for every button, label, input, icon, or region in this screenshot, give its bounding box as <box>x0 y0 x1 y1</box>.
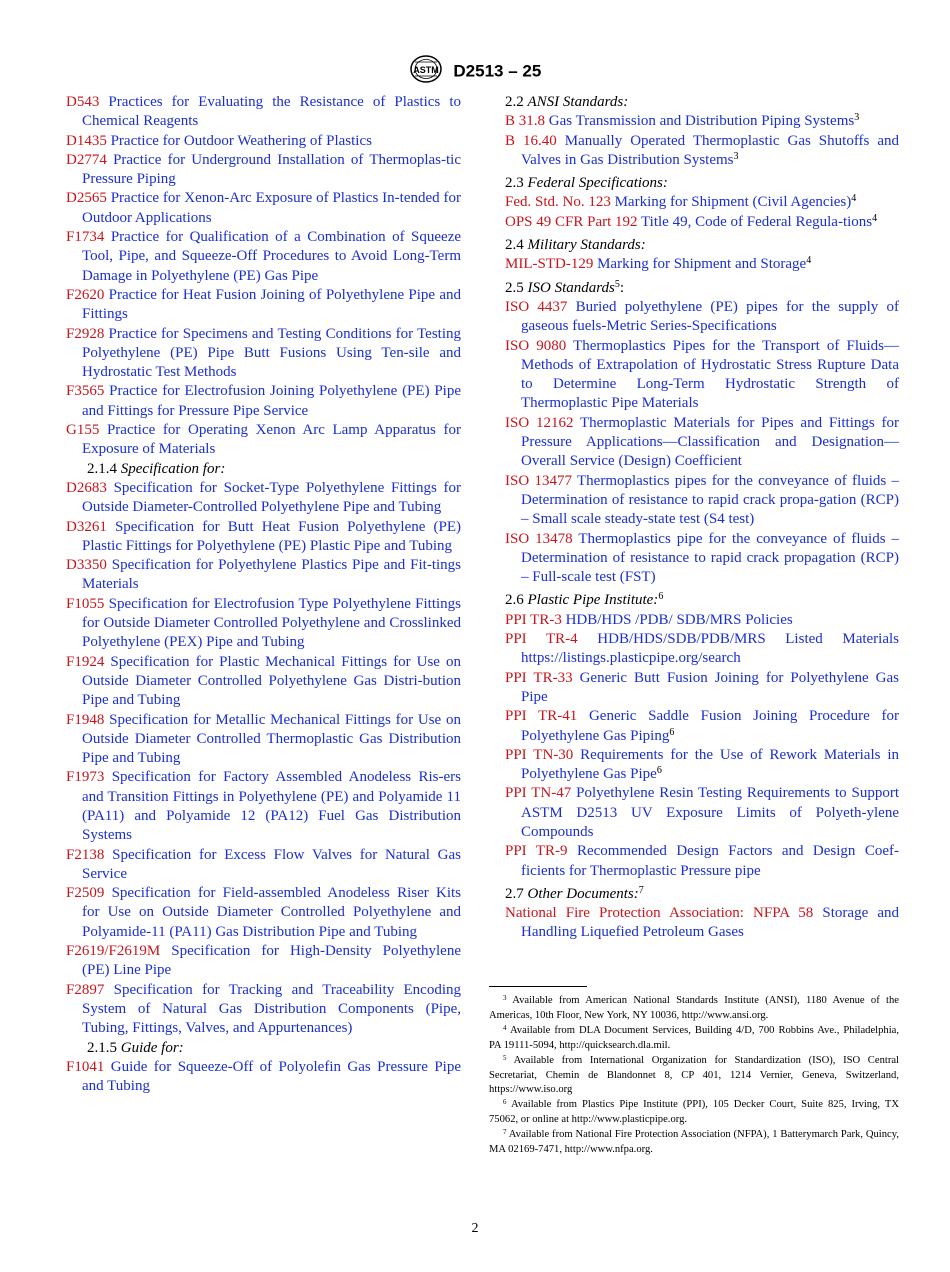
reference-code-link[interactable]: D2774 <box>66 151 107 168</box>
reference-title-link[interactable]: Thermoplastics pipe for the conveyance of fluids – Determination of resistance to rapid crack propagation (RCP) – Full-scale test (FST) <box>521 530 900 586</box>
reference-entry <box>66 132 461 151</box>
section-heading-other: 2.7 Other Documents:$^7$ <box>505 884 644 902</box>
reference-code-link[interactable]: PPI TN-30 <box>505 746 574 763</box>
reference-title-link[interactable]: Manually Operated Thermoplastic Gas Shutoffs and Valves in Gas Distribution Systems <box>521 132 900 168</box>
reference-entry <box>505 255 899 274</box>
reference-code-link[interactable]: F2620 <box>66 286 105 303</box>
reference-entry <box>66 884 461 942</box>
reference-title-link[interactable]: Marking for Shipment (Civil Agencies) <box>614 194 852 211</box>
reference-title-link[interactable]: Specification for Tracking and Traceability Encoding System of Natural Gas Distribution Components (Pipe, Tubing, Fittings, Valves, and Appurtenances) <box>82 981 461 1037</box>
reference-code-link[interactable]: F1041 <box>66 1058 105 1075</box>
reference-code-link[interactable]: F1948 <box>66 711 105 728</box>
reference-code-link[interactable]: B 16.40 <box>505 132 557 149</box>
reference-code-link[interactable]: B 31.8 <box>505 113 546 130</box>
reference-code-link[interactable]: D2565 <box>66 190 107 207</box>
reference-entry <box>505 213 899 232</box>
page-header <box>0 54 950 89</box>
reference-title-link[interactable]: Thermoplastic Materials for Pipes and Fittings for Pressure Applications—Classification and Designation—Overall Service (Design) Coefficient <box>521 414 900 470</box>
reference-title-link[interactable]: Practice for Operating Xenon Arc Lamp Apparatus for Exposure of Materials <box>82 422 462 458</box>
reference-title-link[interactable]: Thermoplastics pipes for the conveyance of fluids – Determination of resistance to rapid crack propa-gation (RCP) – Small scale steady-state test (S4 test) <box>521 472 899 528</box>
reference-title-link[interactable]: Guide for Squeeze-Off of Polyolefin Gas Pressure Pipe and Tubing <box>82 1058 462 1095</box>
reference-list-ansi <box>505 112 899 170</box>
reference-entry <box>505 611 899 630</box>
reference-title-link[interactable]: Practice for Electrofusion Joining Polyethylene (PE) Pipe and Fittings for Pressure Pipe Service <box>82 383 461 419</box>
reference-code-link[interactable]: F1924 <box>66 653 105 670</box>
footnote-ref: 6 <box>656 765 662 777</box>
footnote <box>489 1054 899 1099</box>
footnote-text: Available from International Organization for Standardization (ISO), ISO Central Secretariat, Chemin de Blandonnet 8, CP 401, 1214 Vernier, Geneva, Switzerland, https://www.iso.org <box>489 1054 899 1096</box>
reference-code-link[interactable]: F2928 <box>66 325 105 342</box>
reference-code-link[interactable]: F2138 <box>66 846 105 863</box>
reference-entry <box>66 1058 461 1097</box>
reference-entry <box>66 846 461 885</box>
footnote-number: 4 <box>503 1023 507 1032</box>
footnote <box>489 994 899 1024</box>
reference-code-link[interactable]: D3350 <box>66 557 107 574</box>
reference-code-link[interactable]: OPS 49 CFR Part 192 <box>505 213 638 230</box>
reference-list-military <box>505 255 899 274</box>
reference-title-link[interactable]: Specification for Polyethylene Plastics Pipe and Fit-tings Materials <box>82 557 462 593</box>
reference-code-link[interactable]: ISO 9080 <box>505 337 567 354</box>
reference-entry <box>505 904 899 943</box>
reference-code-link[interactable]: PPI TR-41 <box>505 708 578 725</box>
reference-title-link[interactable]: Gas Transmission and Distribution Piping Systems <box>548 113 855 130</box>
reference-title-link[interactable]: Practice for Underground Installation of Thermoplas-tic Pressure Piping <box>82 151 461 188</box>
reference-entry <box>66 286 461 325</box>
reference-code-link[interactable]: ISO 4437 <box>505 298 568 315</box>
section-heading-ppi: 2.6 Plastic Pipe Institute:$^6$ <box>505 591 664 609</box>
astm-logo-icon <box>409 54 443 89</box>
reference-title-link[interactable]: Practice for Xenon-Arc Exposure of Plastics In-tended for Outdoor Applications <box>82 190 461 226</box>
footnote-ref: 3 <box>733 150 739 162</box>
reference-title-link[interactable]: Specification for Socket-Type Polyethylene Fittings for Outside Diameter-Controlled Polyethylene Pipe and Tubing <box>82 479 461 516</box>
reference-entry <box>505 193 899 212</box>
subsection-heading: 2.1.4 Specification for: <box>87 460 226 477</box>
section-heading-military: 2.4 Military Standards: <box>505 237 646 254</box>
reference-code-link[interactable]: F2509 <box>66 885 105 902</box>
reference-entry <box>66 981 461 1039</box>
section-heading-ansi: 2.2 ANSI Standards: <box>505 94 629 110</box>
reference-code-link[interactable]: PPI TR-4 <box>505 631 578 648</box>
reference-code-link[interactable]: PPI TR-9 <box>505 843 568 860</box>
footnotes <box>489 994 899 1158</box>
reference-title-link[interactable]: Practice for Qualification of a Combination of Squeeze Tool, Pipe, and Squeeze-Off Procedures to Avoid Long-Term Damage in Polyethylene (PE) Gas Pipe <box>82 229 462 284</box>
reference-entry <box>66 653 461 711</box>
reference-entry <box>505 842 899 881</box>
reference-code-link[interactable]: G155 <box>66 422 100 439</box>
reference-entry <box>66 556 461 595</box>
reference-code-link[interactable]: National Fire Protection Association: NFPA 58 <box>505 905 814 922</box>
reference-title-link[interactable]: HDB/HDS/SDB/PDB/MRS Listed Materials https://listings.plasticpipe.org/search <box>521 631 900 667</box>
footnote-number: 3 <box>503 994 507 1002</box>
reference-list-specifications <box>66 479 461 1039</box>
reference-list-iso <box>505 298 899 587</box>
reference-title-link[interactable]: Requirements for the Use of Rework Materials in Polyethylene Gas Pipe <box>521 746 899 783</box>
reference-title-link[interactable]: Practice for Outdoor Weathering of Plastics <box>110 132 372 149</box>
footnote-divider <box>489 986 587 987</box>
reference-entry <box>505 337 899 414</box>
reference-title-link[interactable]: Recommended Design Factors and Design Coef-ficients for Thermoplastic Pressure pipe <box>521 843 899 879</box>
reference-title-link[interactable]: Specification for High-Density Polyethylene (PE) Line Pipe <box>82 943 461 979</box>
reference-title-link[interactable]: Thermoplastics Pipes for the Transport of Fluids—Methods of Extrapolation of Hydrostatic Stress Rupture Data to Determine Long-Term Hydrostatic Strength of Thermoplastic Pipe Materials <box>521 337 899 412</box>
reference-title-link[interactable]: Generic Butt Fusion Joining for Polyethylene Gas Pipe <box>521 669 900 705</box>
reference-code-link[interactable]: D2683 <box>66 479 107 496</box>
reference-code-link[interactable]: F3565 <box>66 383 105 400</box>
reference-code-link[interactable]: F1055 <box>66 595 105 612</box>
section-heading-federal: 2.3 Federal Specifications: <box>505 175 668 192</box>
reference-entry <box>505 630 899 669</box>
standard-designation: D2513 – 25 <box>453 61 542 81</box>
reference-entry <box>66 382 461 421</box>
reference-code-link[interactable]: D3261 <box>66 518 107 535</box>
footnote <box>489 1128 899 1158</box>
reference-entry <box>66 595 461 653</box>
reference-entry <box>66 711 461 769</box>
reference-code-link[interactable]: ISO 13478 <box>505 530 573 547</box>
reference-entry <box>505 669 899 708</box>
reference-title-link[interactable]: HDB/HDS /PDB/ SDB/MRS Policies <box>565 611 793 628</box>
reference-entry <box>66 93 461 132</box>
reference-title-link[interactable]: Specification for Factory Assembled Anodeless Ris-ers and Transition Fittings in Polyethylene (PE) and Polyamide 11 (PA11) and Polyamide 12 (PA12) Fuel Gas Distribution Systems <box>82 769 462 844</box>
reference-entry <box>505 112 899 131</box>
reference-title-link[interactable]: Generic Saddle Fusion Joining Procedure for Polyethylene Gas Piping <box>521 708 899 744</box>
section-heading-iso: 2.5 ISO Standards$^5$: <box>505 278 625 296</box>
reference-list-ppi <box>505 611 899 881</box>
reference-code-link[interactable]: F2897 <box>66 981 105 998</box>
reference-entry <box>66 421 461 460</box>
reference-title-link[interactable]: Storage and Handling Liquefied Petroleum Gases <box>521 905 900 941</box>
footnote-text: Available from American National Standards Institute (ANSI), 1180 Avenue of the Americas, 10th Floor, New York, NY 10036, http://www.ansi.org. <box>489 995 899 1021</box>
reference-entry <box>505 746 899 785</box>
footnote-text: Available from Plastics Pipe Institute (PPI), 105 Decker Court, Suite 825, Irving, TX 75062, or online at http://www.plasticpipe.org. <box>489 1099 899 1126</box>
reference-title-link[interactable]: Specification for Metallic Mechanical Fittings for Use on Outside Diameter Controlled Thermoplastic Gas Distribution Pipe and Tubing <box>82 711 461 767</box>
reference-title-link[interactable]: Specification for Electrofusion Type Polyethylene Fittings for Outside Diameter Controlled Polyethylene and Crosslinked Polyethylene (PEX) Pipe and Tubing <box>82 595 462 651</box>
footnote-ref: 4 <box>872 212 878 224</box>
reference-entry <box>66 325 461 383</box>
reference-title-link[interactable]: Practice for Heat Fusion Joining of Polyethylene Pipe and Fittings <box>82 286 461 323</box>
reference-code-link[interactable]: F2619/F2619M <box>66 943 161 960</box>
footnote-text: Available from DLA Document Services, Building 4/D, 700 Robbins Ave., Philadelphia, PA 19111-5094, http://quicksearch.dla.mil. <box>489 1024 899 1051</box>
reference-code-link[interactable]: Fed. Std. No. 123 <box>505 194 611 211</box>
reference-code-link[interactable]: ISO 12162 <box>505 414 574 431</box>
reference-entry <box>66 189 461 228</box>
reference-entry <box>505 132 899 171</box>
reference-code-link[interactable]: PPI TN-47 <box>505 785 572 802</box>
reference-entry <box>66 228 461 286</box>
reference-entry <box>505 472 899 530</box>
reference-entry <box>66 518 461 557</box>
reference-title-link[interactable]: Specification for Butt Heat Fusion Polyethylene (PE) Plastic Fittings for Polyethylene (PE) Plastic Pipe and Tubing <box>82 518 461 554</box>
footnote-ref: 4 <box>851 193 857 205</box>
reference-code-link[interactable]: ISO 13477 <box>505 472 572 489</box>
reference-code-link[interactable]: PPI TR-3 <box>505 611 562 628</box>
reference-list-guides <box>66 1058 461 1097</box>
reference-entry <box>66 768 461 845</box>
footnote-text: Available from National Fire Protection Association (NFPA), 1 Batterymarch Park, Quincy, MA 02169-7471, http://www.nfpa.org. <box>489 1129 899 1156</box>
reference-code-link[interactable]: F1973 <box>66 769 105 786</box>
reference-entry <box>66 942 461 981</box>
reference-list-federal <box>505 193 899 232</box>
reference-entry <box>505 784 899 842</box>
left-column <box>66 93 461 1096</box>
reference-entry <box>505 414 899 472</box>
reference-code-link[interactable]: PPI TR-33 <box>505 669 573 686</box>
footnote-ref: 6 <box>669 726 675 738</box>
reference-title-link[interactable]: Buried polyethylene (PE) pipes for the supply of gaseous fuels-Metric Series-Specifications <box>521 298 900 335</box>
footnote-ref: 3 <box>854 112 860 124</box>
astm-logo-text: ASTM <box>412 65 439 75</box>
reference-entry <box>66 479 461 518</box>
reference-title-link[interactable]: Practice for Specimens and Testing Conditions for Testing Polyethylene (PE) Pipe Butt Fusions Using Ten-sile and Hydrostatic Test Methods <box>82 325 462 381</box>
reference-code-link[interactable]: MIL-STD-129 <box>505 256 594 273</box>
reference-title-link[interactable]: Practices for Evaluating the Resistance of Plastics to Chemical Reagents <box>82 94 461 130</box>
reference-code-link[interactable]: F1734 <box>66 229 105 246</box>
reference-title-link[interactable]: Title 49, Code of Federal Regula-tions <box>641 213 873 230</box>
right-column <box>505 93 899 943</box>
reference-title-link[interactable]: Marking for Shipment and Storage <box>597 256 807 273</box>
reference-entry <box>505 707 899 746</box>
reference-entry <box>505 298 899 337</box>
reference-title-link[interactable]: Specification for Plastic Mechanical Fittings for Use on Outside Diameter Controlled Polyethylene Gas Distri-bution Pipe and Tubing <box>82 653 462 709</box>
reference-entry <box>66 151 461 190</box>
footnote <box>489 1098 899 1128</box>
footnote-number: 7 <box>503 1128 507 1137</box>
reference-title-link[interactable]: Specification for Field-assembled Anodeless Riser Kits for Use on Outside Diameter Controlled Polyethylene and Polyamide-11 (PA11) Gas Distribution Pipe and Tubing <box>82 885 461 940</box>
subsection-heading: 2.1.5 Guide for: <box>87 1039 184 1056</box>
reference-list-practices <box>66 93 461 460</box>
footnote-number: 5 <box>503 1053 507 1062</box>
reference-code-link[interactable]: D543 <box>66 94 100 110</box>
footnote-number: 6 <box>503 1098 507 1107</box>
reference-title-link[interactable]: Polyethylene Resin Testing Requirements to Support ASTM D2513 UV Exposure Limits of Polyeth-ylene Compounds <box>521 785 899 840</box>
reference-title-link[interactable]: Specification for Excess Flow Valves for Natural Gas Service <box>82 846 462 882</box>
footnote-ref: 4 <box>806 255 812 267</box>
footnote <box>489 1024 899 1054</box>
page-number: 2 <box>471 1221 479 1236</box>
reference-list-other <box>505 904 899 943</box>
reference-entry <box>505 530 899 588</box>
reference-code-link[interactable]: D1435 <box>66 132 107 149</box>
